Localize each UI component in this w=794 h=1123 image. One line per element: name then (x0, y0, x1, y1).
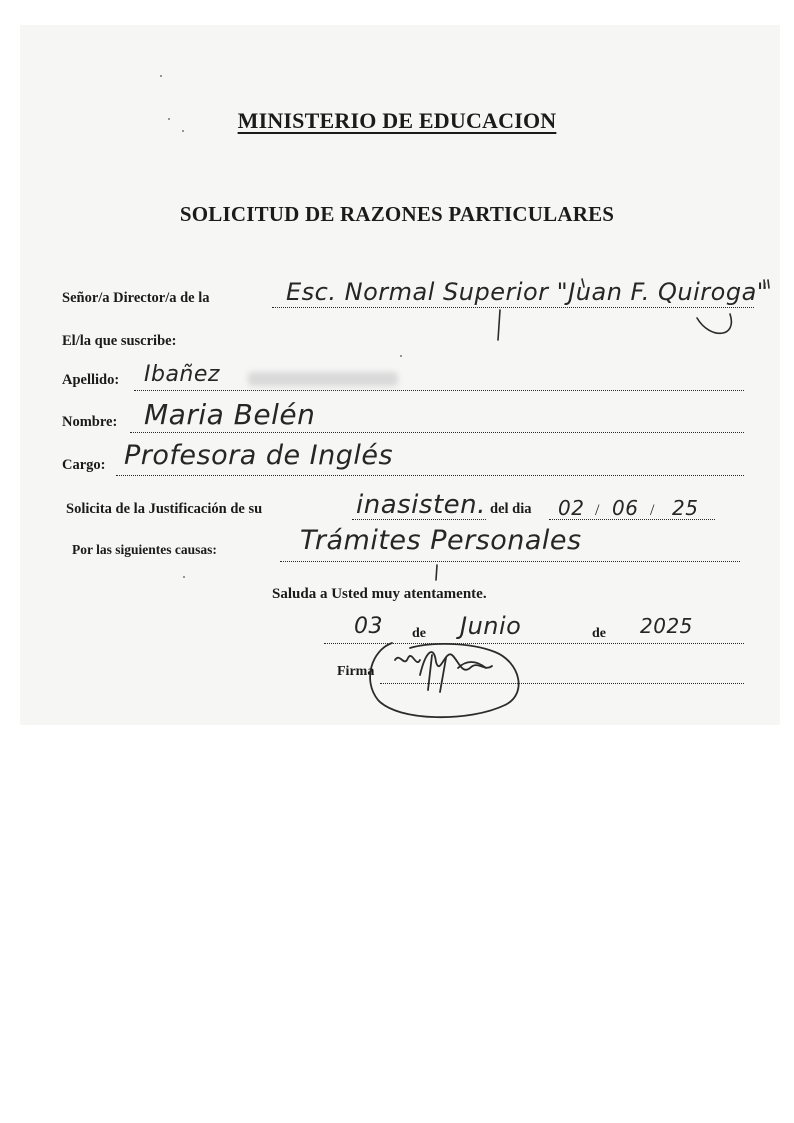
del-dia-label: del dia (490, 501, 532, 517)
form-title: SOLICITUD DE RAZONES PARTICULARES (179, 202, 615, 226)
justificacion-label: Solicita de la Justificación de su (66, 501, 263, 517)
apellido-label: Apellido: (62, 372, 120, 388)
suscribe-label: El/la que suscribe: (62, 333, 177, 349)
sign-month: Junio (460, 612, 522, 640)
nombre-label: Nombre: (62, 414, 118, 430)
date-day: 02 (558, 496, 585, 520)
cargo-label: Cargo: (62, 457, 106, 473)
sign-year: 2025 (640, 614, 693, 638)
apellido-value: Ibañez (144, 362, 220, 387)
closing-text: Saluda a Usted muy atentamente. (272, 586, 487, 602)
justificacion-value: inasisten. (356, 490, 486, 520)
cargo-value: Profesora de Inglés (124, 440, 394, 471)
causas-value: Trámites Personales (300, 525, 582, 556)
causas-label: Por las siguientes causas: (72, 542, 217, 557)
sign-de-label-1: de (412, 626, 426, 641)
firma-label: Firma (337, 664, 375, 679)
school-value: Esc. Normal Superior "Juan F. Quiroga" (286, 278, 769, 306)
date-month: 06 (612, 496, 639, 520)
sign-de-label-2: de (592, 626, 606, 641)
ministry-heading-text: MINISTERIO DE EDUCACION (237, 108, 557, 133)
director-label: Señor/a Director/a de la (62, 290, 210, 306)
nombre-value: Maria Belén (144, 398, 316, 431)
date-slash-2: / (650, 502, 655, 519)
date-slash-1: / (595, 502, 600, 519)
sign-day: 03 (354, 614, 383, 639)
date-year: 25 (672, 496, 699, 520)
